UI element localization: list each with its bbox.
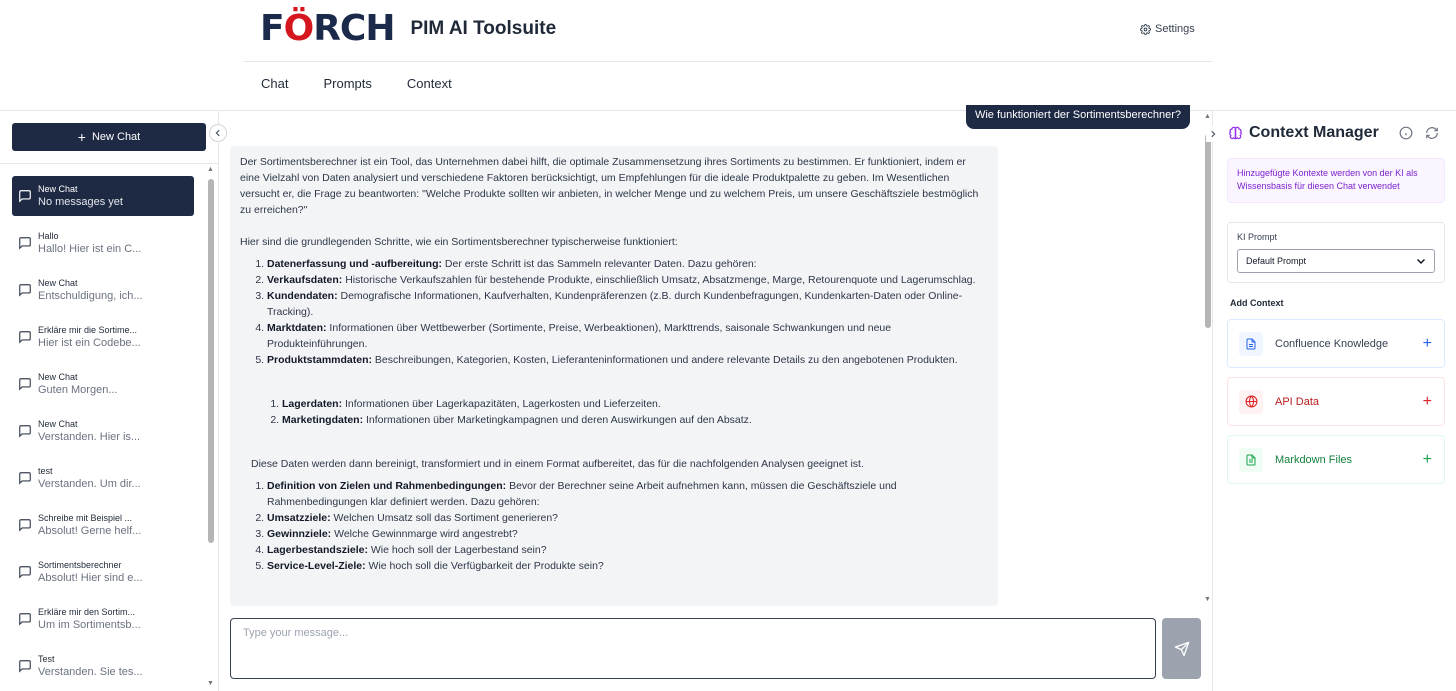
chevron-left-icon [214, 129, 222, 137]
chat-item-texts [38, 513, 141, 537]
context-info-notice: Hinzugefügte Kontexte werden von der KI als Wissensbasis für diesen Chat verwendet [1227, 158, 1445, 203]
chat-bubble-icon [18, 377, 32, 391]
chat-bubble-icon [18, 659, 32, 673]
scroll-down-arrow[interactable]: ▼ [207, 680, 214, 687]
list-item-text: Wie hoch soll die Verfügbarkeit der Produkte sein? [365, 560, 604, 572]
chat-item-title: New Chat [38, 278, 78, 288]
app-title: PIM AI Toolsuite [410, 18, 557, 39]
chevron-right-icon [1209, 129, 1217, 139]
info-icon [1399, 126, 1413, 140]
add-markdown-files[interactable] [1227, 435, 1445, 484]
nav-prompts[interactable]: Prompts [323, 76, 372, 91]
chat-item-preview: Entschuldigung, ich... [38, 290, 143, 302]
chat-history-item[interactable] [12, 646, 194, 686]
chat-item-texts [38, 231, 141, 255]
user-message: Wie funktioniert der Sortimentsberechner? [966, 105, 1190, 129]
prompt-select-value: Default Prompt [1246, 256, 1307, 266]
chat-history-item[interactable] [12, 317, 194, 357]
list-item [267, 320, 988, 352]
send-icon [1174, 641, 1190, 657]
panel-header [1228, 124, 1379, 142]
add-context-heading: Add Context [1230, 298, 1284, 308]
list-item [282, 396, 988, 412]
list-item-heading: Lagerdaten: [282, 398, 343, 410]
info-button[interactable] [1399, 126, 1413, 145]
chat-item-texts [38, 184, 123, 208]
list-item-heading: Produktstammdaten: [267, 354, 373, 366]
chat-item-preview: Absolut! Hier sind e... [38, 572, 143, 584]
chat-item-texts [38, 466, 141, 490]
chat-bubble-icon [18, 471, 32, 485]
list-item [267, 256, 988, 272]
chat-bubble-icon [18, 189, 32, 203]
logo-text: FÖRCH [260, 8, 395, 49]
nav-chat[interactable]: Chat [261, 76, 289, 91]
ki-prompt-card [1227, 222, 1445, 283]
refresh-button[interactable] [1425, 126, 1439, 145]
list-item-text: Historische Verkaufszahlen für bestehende Produkte, einschließlich Umsatz, Absatzmenge, Marge, Retourenquote und Lagerumschlag. [342, 274, 976, 286]
list-item-text: Informationen über Marketingkampagnen und deren Auswirkungen auf den Absatz. [363, 414, 752, 426]
plus-icon: + [1422, 450, 1432, 468]
list-item-text: Welche Gewinnmarge wird angestrebt? [331, 528, 518, 540]
sidebar-scrollbar[interactable] [208, 179, 214, 543]
chat-item-texts [38, 278, 143, 302]
list-item-heading: Datenerfassung und -aufbereitung: [267, 258, 443, 270]
cleanup-paragraph: Diese Daten werden dann bereinigt, transformiert und in einem Format aufbereitet, das für die nachfolgenden Analysen geeignet ist. [251, 458, 864, 470]
list-item-text: Demografische Informationen, Kaufverhalten, Kundenpräferenzen (z.B. durch Kundenbefragungen, Kundenkarten-Daten oder Online-Tracking). [267, 290, 963, 318]
markdown-files-label: Markdown Files [1275, 453, 1353, 466]
gear-icon [1140, 24, 1151, 35]
new-chat-label: New Chat [91, 131, 141, 143]
chat-scroll-down-arrow[interactable]: ▼ [1204, 596, 1211, 603]
chat-history-item[interactable] [12, 552, 194, 592]
chat-history-item[interactable] [12, 223, 194, 263]
chat-history-item[interactable] [12, 411, 194, 451]
extra-data-list [282, 396, 988, 428]
nav-context[interactable]: Context [406, 76, 452, 91]
list-item [267, 526, 988, 542]
list-item-text: Wie hoch soll der Lagerbestand sein? [367, 544, 547, 556]
plus-icon: + [1422, 334, 1432, 352]
settings-button[interactable] [1140, 23, 1195, 35]
steps-intro: Hier sind die grundlegenden Schritte, wie ein Sortimentsberechner typischerweise funktioniert: [240, 236, 678, 248]
chat-item-title: Sortimentsberechner [38, 560, 122, 570]
confluence-label: Confluence Knowledge [1275, 337, 1389, 350]
chat-history-item[interactable] [12, 364, 194, 404]
chat-item-preview: Um im Sortimentsb... [38, 619, 141, 631]
list-item-heading: Kundendaten: [267, 290, 338, 302]
list-item-heading: Umsatzziele: [267, 512, 331, 524]
chat-bubble-icon [18, 518, 32, 532]
intro-paragraph: Der Sortimentsberechner ist ein Tool, das Unternehmen dabei hilft, die optimale Zusammensetzung ihres Sortiments zu bestimmen. Er funktioniert, indem er eine Vielzahl von Daten analysiert und verschiedene Faktoren berücksichtigt, um Empfehlungen für die ideale Produktpalette zu geben. Im Wesentlichen versucht er, die Frage zu beantworten: "Welche Produkte sollten wir anbieten, in welcher Menge und zu welchem Preis, um unsere Geschäftsziele bestmöglich zu erreichen?" [240, 156, 979, 216]
chat-scroll-up-arrow[interactable]: ▲ [1204, 113, 1211, 120]
add-api-data[interactable] [1227, 377, 1445, 426]
list-item [267, 288, 988, 320]
assistant-message [230, 146, 998, 606]
chat-item-texts [38, 325, 141, 349]
chat-item-preview: Verstanden. Um dir... [38, 478, 141, 490]
chat-bubble-icon [18, 330, 32, 344]
chat-history-item[interactable] [12, 599, 194, 639]
chat-scrollbar[interactable] [1205, 134, 1211, 328]
file-text-icon [1239, 448, 1263, 472]
chat-item-texts [38, 654, 143, 678]
chat-item-title: Hallo [38, 231, 59, 241]
chat-item-texts [38, 607, 141, 631]
chat-item-preview: Hallo! Hier ist ein C... [38, 243, 142, 255]
list-item [267, 558, 988, 574]
chevron-down-icon [1416, 256, 1426, 266]
goals-list [267, 478, 988, 574]
collapse-sidebar-button[interactable] [209, 124, 227, 142]
list-item [282, 412, 988, 428]
chat-item-title: Erkläre mir den Sortim... [38, 607, 136, 617]
sidebar-divider [0, 163, 218, 164]
chat-bubble-icon [18, 612, 32, 626]
chat-bubble-icon [18, 565, 32, 579]
api-data-label: API Data [1275, 395, 1320, 408]
message-input[interactable]: Type your message... [230, 618, 1156, 679]
chat-item-title: New Chat [38, 419, 78, 429]
chat-sidebar [0, 111, 219, 691]
brand [260, 8, 557, 49]
chat-item-title: Erkläre mir die Sortime... [38, 325, 138, 335]
refresh-icon [1425, 126, 1439, 140]
plus-icon: + [77, 129, 86, 145]
document-icon [1239, 332, 1263, 356]
list-item-heading: Gewinnziele: [267, 528, 332, 540]
new-chat-button[interactable] [12, 123, 206, 151]
chat-bubble-icon [18, 283, 32, 297]
list-item-heading: Lagerbestandsziele: [267, 544, 368, 556]
list-item-heading: Marktdaten: [267, 322, 327, 334]
chat-item-texts [38, 372, 118, 396]
brain-icon [1228, 126, 1243, 141]
chat-item-preview: Guten Morgen... [38, 384, 118, 396]
list-item-text: Informationen über Lagerkapazitäten, Lagerkosten und Lieferzeiten. [342, 398, 661, 410]
chat-item-preview: Absolut! Gerne helf... [38, 525, 142, 537]
list-item-heading: Service-Level-Ziele: [267, 560, 366, 572]
chat-history-item[interactable] [12, 458, 194, 498]
list-item [267, 272, 988, 288]
prompt-select[interactable] [1237, 249, 1435, 273]
chat-item-preview: Verstanden. Hier is... [38, 431, 141, 443]
chat-item-title: Schreibe mit Beispiel ... [38, 513, 133, 523]
globe-icon [1239, 390, 1263, 414]
collapse-panel-button[interactable] [1206, 126, 1220, 142]
panel-title: Context Manager [1249, 124, 1379, 141]
chat-item-preview: Hier ist ein Codebe... [38, 337, 141, 349]
chat-item-preview: No messages yet [38, 196, 123, 208]
list-item-text: Der erste Schritt ist das Sammeln relevanter Daten. Dazu gehören: [442, 258, 757, 270]
chat-bubble-icon [18, 236, 32, 250]
list-item-heading: Verkaufsdaten: [267, 274, 343, 286]
chat-item-title: Test [38, 654, 55, 664]
chat-history-item[interactable] [12, 505, 194, 545]
list-item [267, 478, 988, 510]
list-item-heading: Marketingdaten: [282, 414, 364, 426]
list-item-heading: Definition von Zielen und Rahmenbedingungen: [267, 480, 507, 492]
app-header [0, 0, 1456, 111]
list-item [267, 510, 988, 526]
chat-item-title: test [38, 466, 53, 476]
chat-history-item[interactable] [12, 176, 194, 216]
data-steps-list [267, 256, 988, 368]
chat-item-texts [38, 560, 143, 584]
chat-history-item[interactable] [12, 270, 194, 310]
context-manager-panel [1212, 111, 1456, 691]
chat-item-preview: Verstanden. Sie tes... [38, 666, 143, 678]
chat-item-texts [38, 419, 140, 443]
list-item-text: Beschreibungen, Kategorien, Kosten, Lieferanteninformationen und andere relevante Details zu den angebotenen Produkten. [372, 354, 958, 366]
list-item [267, 352, 988, 368]
main-nav [261, 76, 452, 91]
chat-bubble-icon [18, 424, 32, 438]
list-item [267, 542, 988, 558]
ki-prompt-label: KI Prompt [1237, 232, 1278, 242]
send-button[interactable] [1162, 618, 1201, 679]
settings-label: Settings [1155, 23, 1195, 35]
list-item-text: Welchen Umsatz soll das Sortiment generieren? [330, 512, 559, 524]
chat-item-title: New Chat [38, 372, 78, 382]
chat-item-title: New Chat [38, 184, 78, 194]
header-divider [244, 61, 1212, 62]
list-item-text: Bevor der Berechner seine Arbeit aufnehmen kann, müssen die Geschäftsziele und Rahmenbedingungen klar definiert werden. Dazu gehören: [267, 480, 897, 508]
add-confluence-knowledge[interactable] [1227, 319, 1445, 368]
plus-icon: + [1422, 392, 1432, 410]
scroll-up-arrow[interactable]: ▲ [207, 166, 214, 173]
chat-main [219, 111, 1212, 691]
foerch-logo[interactable] [260, 8, 395, 49]
list-item-text: Informationen über Wettbewerber (Sortimente, Preise, Werbeaktionen), Markttrends, saisonale Schwankungen und neue Produkteinführungen. [267, 322, 892, 350]
